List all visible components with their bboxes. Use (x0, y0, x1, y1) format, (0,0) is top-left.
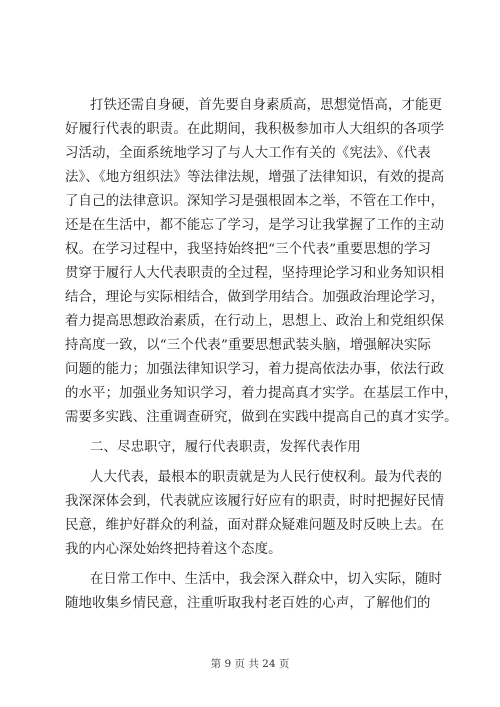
text-line: 好履行代表的职责。在此期间，我积极参加市人大组织的各项学 (65, 122, 445, 137)
text-line: 问题的能力；加强法律知识学习，着力提高依法办事，依法行政 (65, 362, 445, 377)
text-line: 的水平；加强业务知识学习，着力提高真才实学。在基层工作中， (65, 386, 458, 401)
paragraph-1 (65, 94, 458, 430)
text-line: 还是在生活中，都不能忘了学习，是学习让我掌握了工作的主动 (65, 218, 445, 233)
text-line: 结合，理论与实际相结合，做到学用结合。加强政治理论学习， (65, 290, 445, 305)
text-line: 随地收集乡情民意，注重听取我村老百姓的心声，了解他们的 (65, 596, 431, 611)
paragraph-3 (65, 568, 443, 616)
text-line: 权。在学习过程中，我坚持始终把“三个代表”重要思想的学习 (65, 242, 432, 257)
page-footer (0, 656, 500, 671)
text-line: 习活动，全面系统地学习了与人大工作有关的《宪法》、《代表 (65, 146, 431, 161)
text-line: 我深深体会到，代表就应该履行好应有的职责，时时把握好民情 (65, 494, 445, 509)
heading-text: 二、尽忠职守，履行代表职责，发挥代表作用 (90, 440, 361, 455)
text-line: 着力提高思想政治素质，在行动上，思想上、政治上和党组织保 (65, 314, 445, 329)
text-line: 了自己的法律意识。深知学习是强根固本之举，不管在工作中， (65, 194, 445, 209)
document-body (65, 94, 458, 616)
section-heading (90, 436, 412, 460)
text-line: 人大代表，最根本的职责就是为人民行使权利。最为代表的 (90, 470, 443, 485)
text-line: 法》、《地方组织法》等法律法规，增强了法律知识，有效的提高 (65, 170, 445, 185)
page-number-label: 第 9 页 共 24 页 (210, 658, 290, 670)
paragraph-2 (65, 466, 445, 562)
text-line: 在日常工作中、生活中，我会深入群众中，切入实际，随时 (90, 572, 443, 587)
text-line: 持高度一致，以“三个代表”重要思想武装头脑，增强解决实际 (65, 338, 432, 353)
text-line: 打铁还需自身硬，首先要自身素质高，思想觉悟高，才能更 (90, 98, 443, 113)
text-line: 我的内心深处始终把持着这个态度。 (65, 542, 282, 557)
text-line: 需要多实践、注重调查研究，做到在实践中提高自己的真才实学。 (65, 410, 458, 425)
text-line: 民意，维护好群众的利益，面对群众疑难问题及时反映上去。在 (65, 518, 445, 533)
text-line: 贯穿于履行人大代表职责的全过程，坚持理论学习和业务知识相 (65, 266, 445, 281)
